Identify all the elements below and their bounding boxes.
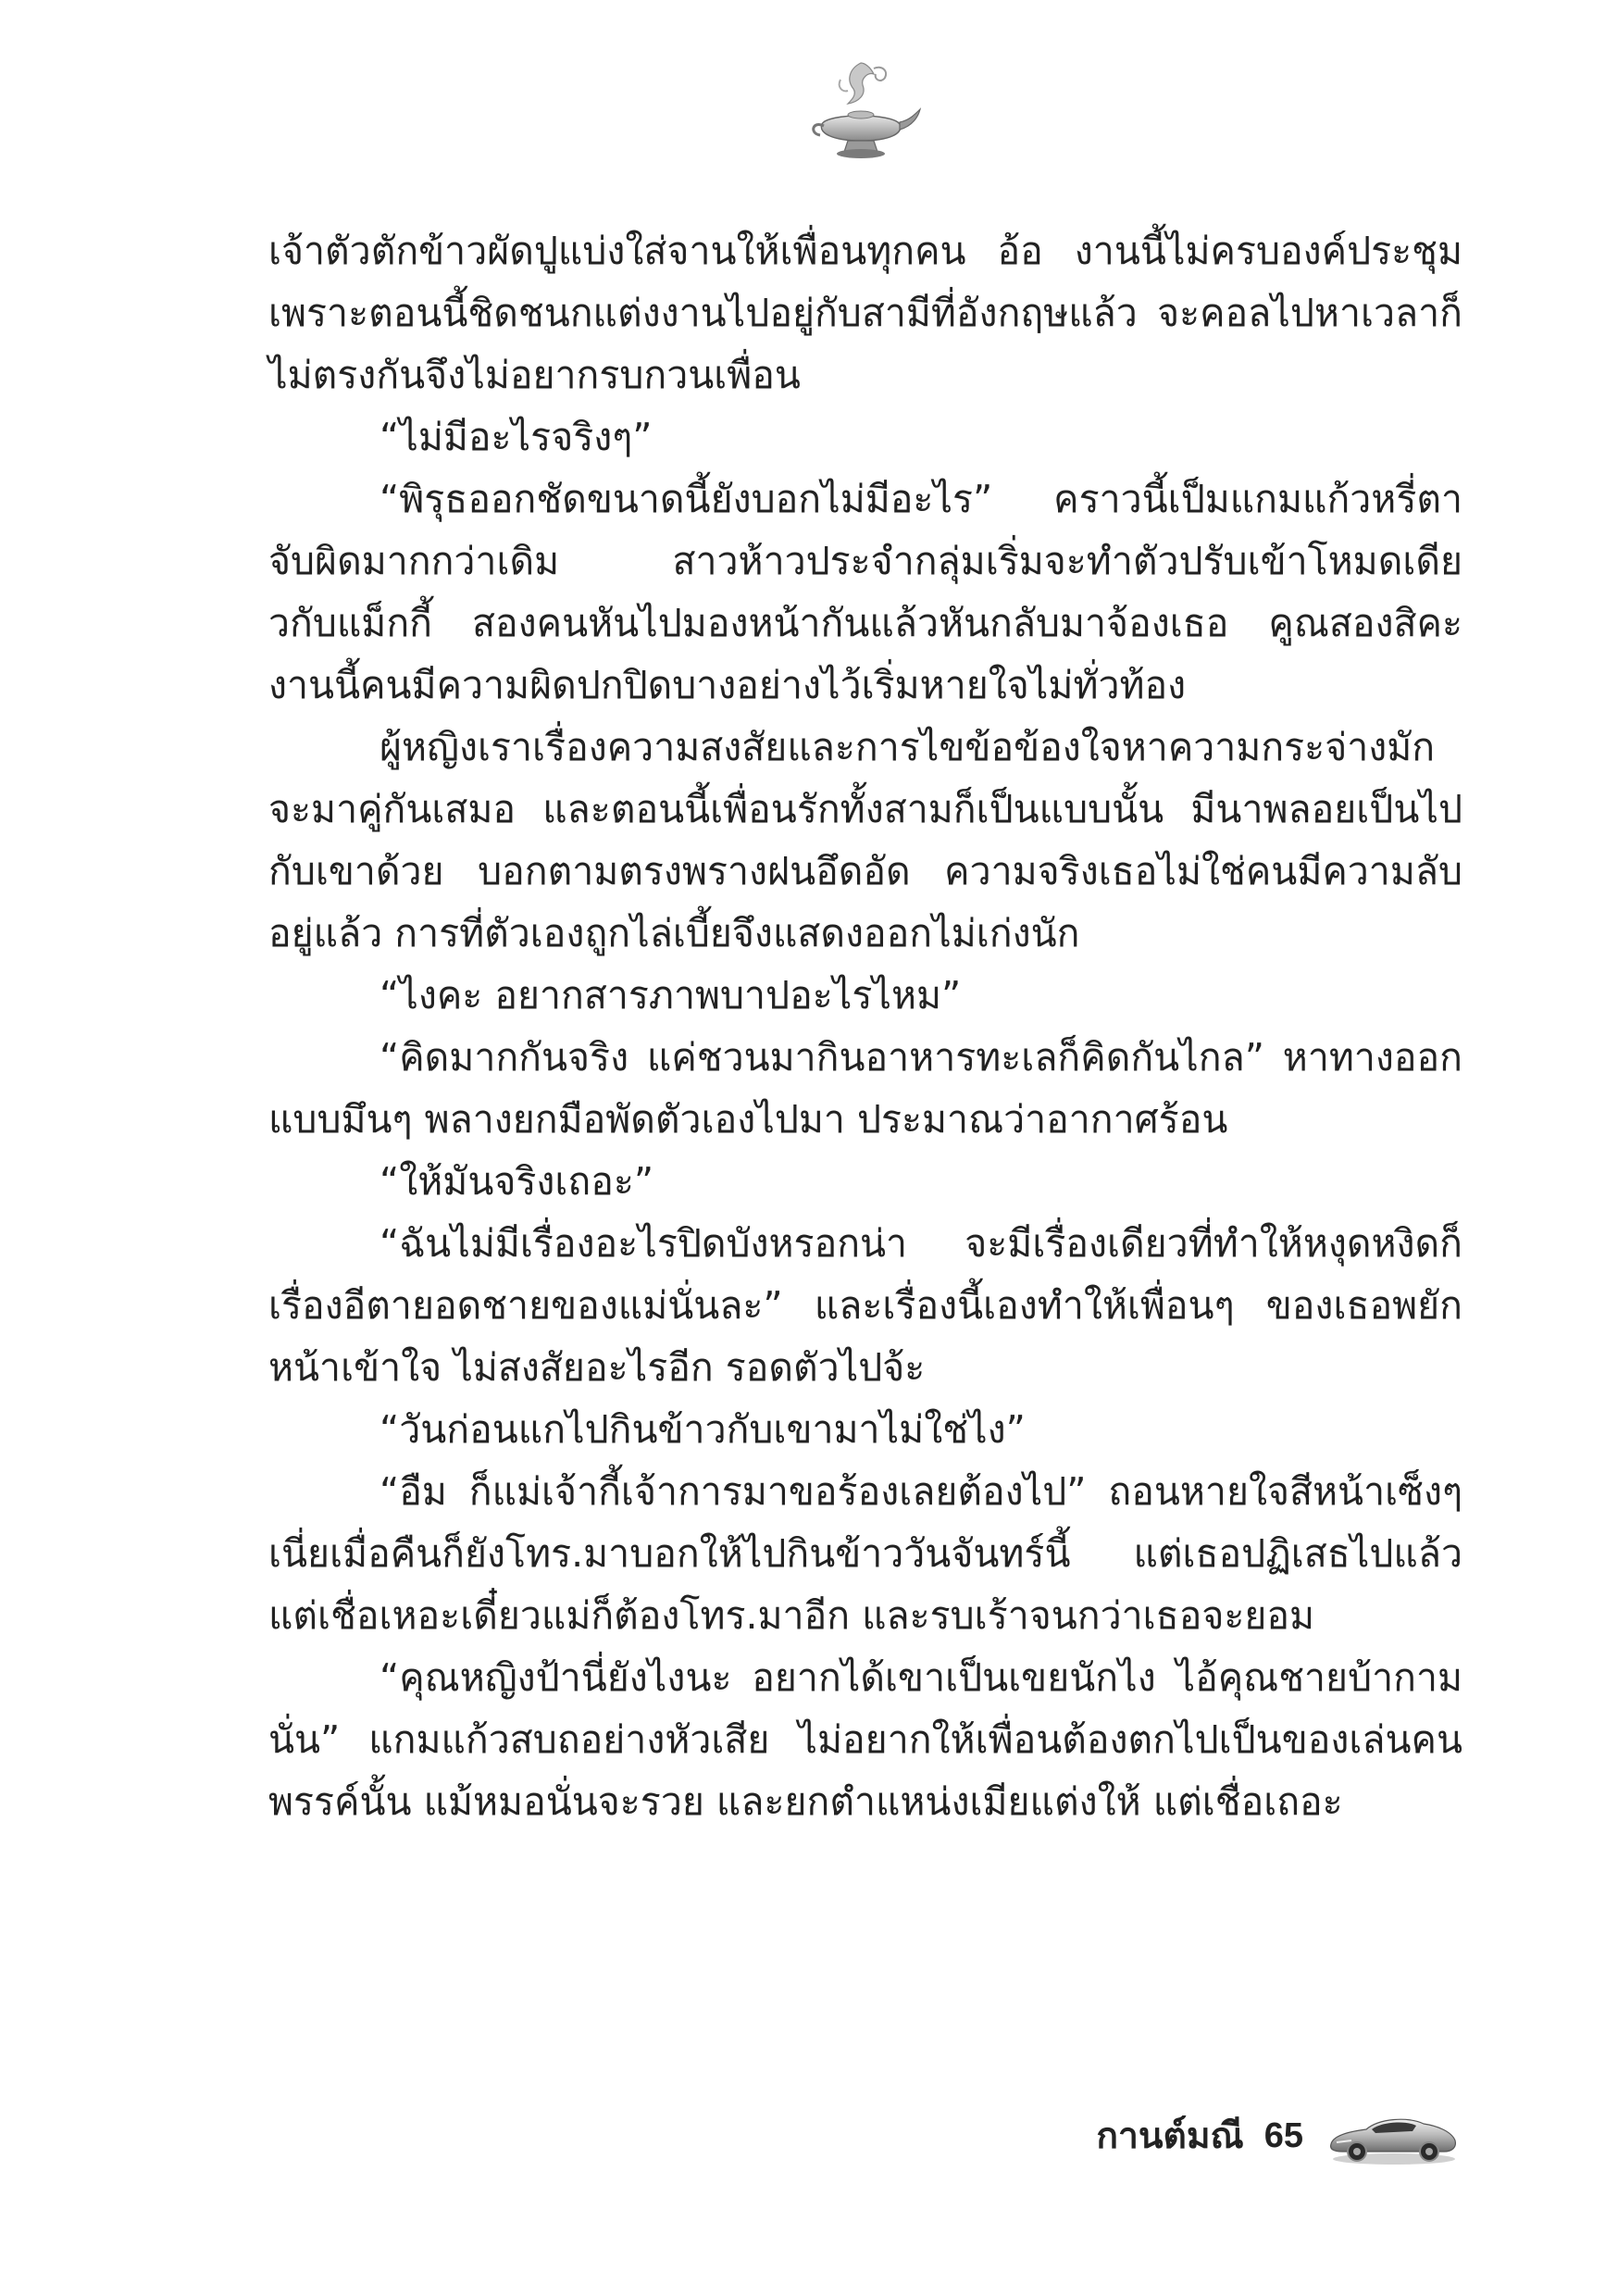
paragraph: “คิดมากกันจริง แค่ชวนมากินอาหารทะเลก็คิดกันไกล” หาทางออกแบบมึนๆ พลางยกมือพัดตัวเองไปมา ประมาณว่าอากาศร้อน [268, 1035, 1462, 1142]
paragraph: “พิรุธออกชัดขนาดนี้ยังบอกไม่มีอะไร” คราวนี้เป็มแกมแก้วหรี่ตาจับผิดมากกว่าเดิม สาวห้าวประจำกลุ่มเริ่มจะทำตัวปรับเข้าโหมดเดียวกับแม็กกี้ สองคนหันไปมองหน้ากันแล้วหันกลับมาจ้องเธอ คูณสองสิคะงานนี้คนมีความผิดปกปิดบางอย่างไว้เริ่มหายใจไม่ทั่วท้อง [268, 477, 1462, 707]
dialogue-paragraph: “วันก่อนแกไปกินข้าวกับเขามาไม่ใช่ไง” [380, 1407, 1026, 1452]
chapter-body [268, 220, 1462, 1833]
paragraph: “อืม ก็แม่เจ้ากี้เจ้าการมาขอร้องเลยต้องไป” ถอนหายใจสีหน้าเซ็งๆ เนี่ยเมื่อคืนก็ยังโทร.มาบอกให้ไปกินข้าววันจันทร์นี้ แต่เธอปฏิเสธไปแล้ว แต่เชื่อเหอะเดี๋ยวแม่ก็ต้องโทร.มาอีก และรบเร้าจนกว่าเธอจะยอม [268, 1469, 1462, 1638]
dialogue-paragraph: “ให้มันจริงเถอะ” [380, 1159, 654, 1204]
paragraph: “คุณหญิงป้านี่ยังไงนะ อยากได้เขาเป็นเขยนักไง ไอ้คุณชายบ้ากามนั่น” แกมแก้วสบถอย่างหัวเสีย ไม่อยากให้เพื่อนต้องตกไปเป็นของเล่นคนพรรค์นั้น แม้หมอนั่นจะรวย และยกตำแหน่งเมียแต่งให้ แต่เชื่อเถอะ [268, 1655, 1462, 1824]
dialogue-paragraph: “ไงคะ อยากสารภาพบาปอะไรไหม” [380, 973, 962, 1017]
genie-lamp-icon [796, 56, 926, 167]
book-title: กานต์มณี [1096, 2115, 1244, 2157]
dialogue-paragraph: “ไม่มีอะไรจริงๆ” [380, 415, 653, 459]
paragraph: “ฉันไม่มีเรื่องอะไรปิดบังหรอกน่า จะมีเรื่องเดียวที่ทำให้หงุดหงิดก็เรื่องอีตายอดชายของแม่นั่นละ” และเรื่องนี้เองทำให้เพื่อนๆ ของเธอพยักหน้าเข้าใจ ไม่สงสัยอะไรอีก รอดตัวไปจ้ะ [268, 1221, 1462, 1390]
page-footer [1096, 2094, 1462, 2177]
paragraph: เจ้าตัวตักข้าวผัดปูแบ่งใส่จานให้เพื่อนทุกคน อ้อ งานนี้ไม่ครบองค์ประชุม เพราะตอนนี้ชิดชนกแต่งงานไปอยู่กับสามีที่อังกฤษแล้ว จะคอลไปหาเวลาก็ไม่ตรงกันจึงไม่อยากรบกวนเพื่อน [268, 229, 1462, 397]
paragraph: ผู้หญิงเราเรื่องความสงสัยและการไขข้อข้องใจหาความกระจ่างมักจะมาคู่กันเสมอ และตอนนี้เพื่อนรักทั้งสามก็เป็นแบบนั้น มีนาพลอยเป็นไปกับเขาด้วย บอกตามตรงพรางฝนอึดอัด ความจริงเธอไม่ใช่คนมีความลับอยู่แล้ว การที่ตัวเองถูกไล่เบี้ยจึงแสดงออกไม่เก่งนัก [268, 725, 1462, 955]
sports-car-icon [1324, 2103, 1462, 2168]
page-number: 65 [1263, 2115, 1303, 2155]
